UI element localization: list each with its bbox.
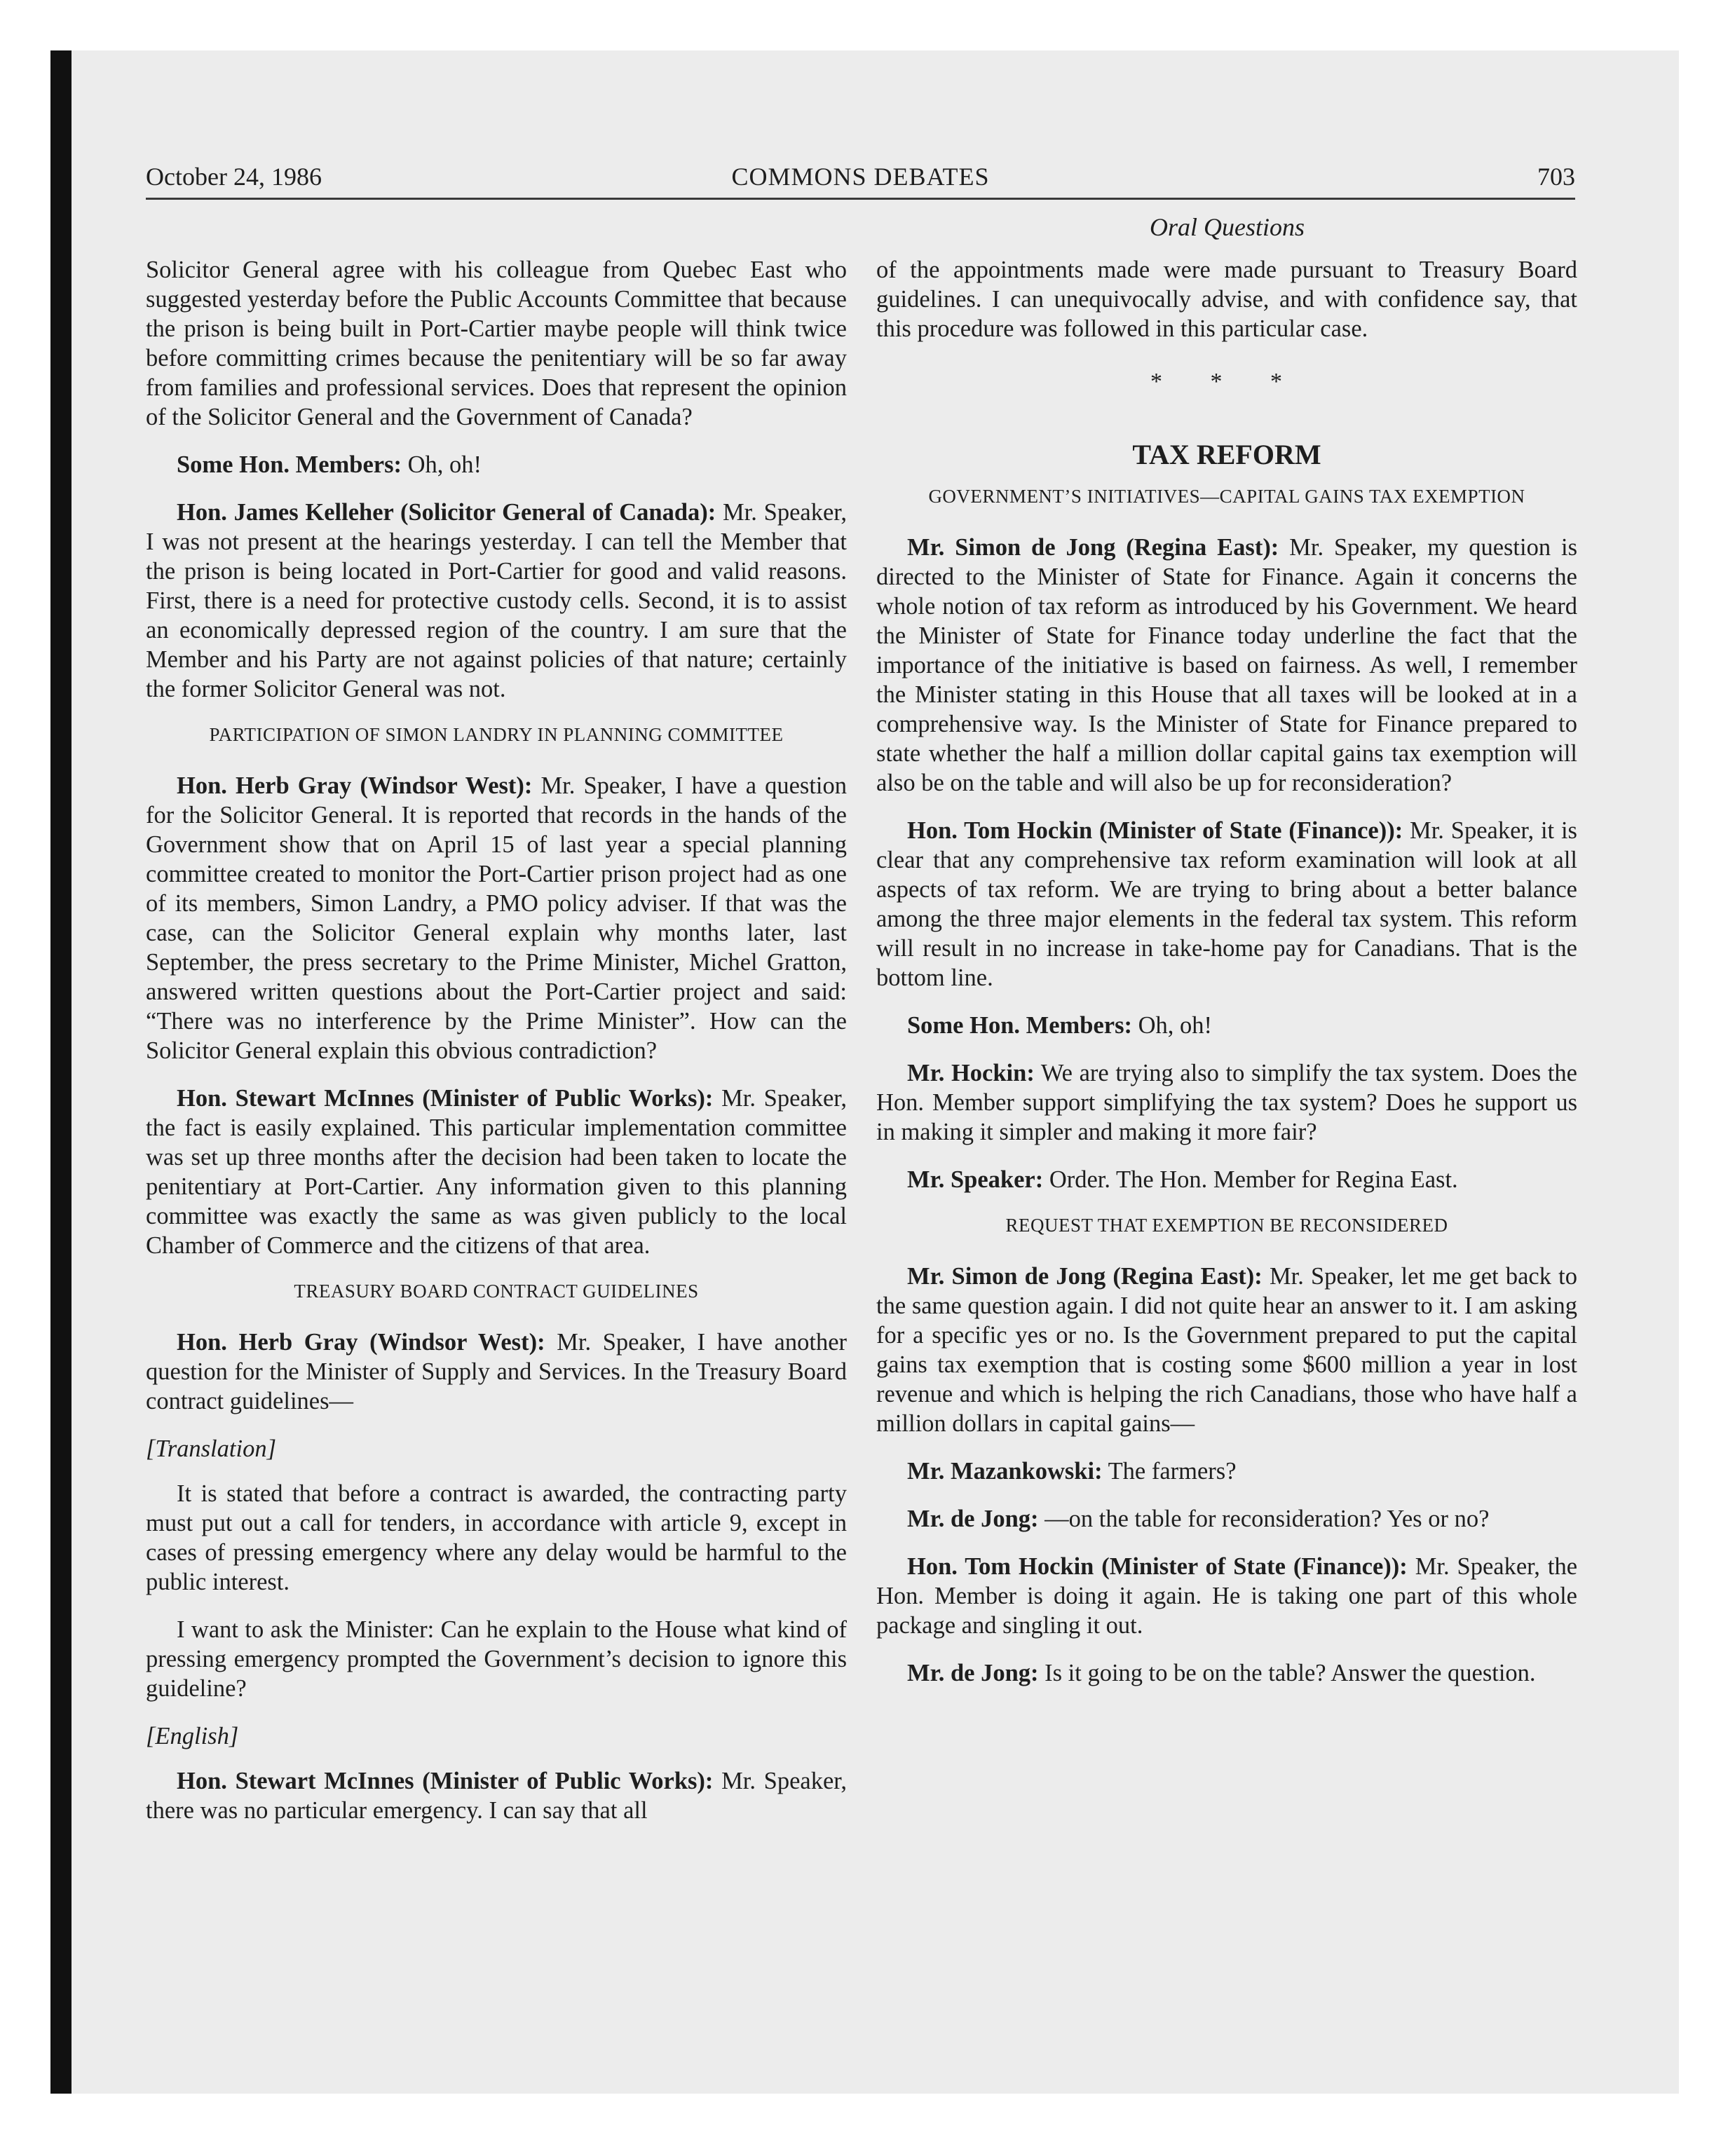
speaker-name: Hon. Herb Gray (Windsor West):	[177, 772, 533, 799]
section-title: Oral Questions	[1149, 213, 1305, 241]
speech-text: Oh, oh!	[407, 451, 482, 478]
speech-text: Order. The Hon. Member for Regina East.	[1049, 1166, 1458, 1193]
speech-text: Mr. Speaker, my question is directed to the Minister of State for Finance. Again it concerns the whole notion of tax reform as introduced by his Government. We heard the Minister of State for Finance today underline the fact that the importance of the initiative is based on fairness. As well, I remember the Minister stating in this House that all taxes will be looked at in a comprehensive way. Is the Minister of State for Finance prepared to state whether the half a million dollar capital gains tax exemption will also be on the table and will also be up for reconsideration?	[876, 534, 1578, 796]
speech-text: Mr. Speaker, let me get back to the same question again. I did not quite hear an answer to it. I am asking for a specific yes or no. Is the Government prepared to put the capital gains tax exemption that is costing some $600 million a year in lost revenue and which is helping the rich Canadians, those who have half a million dollars in capital gains—	[876, 1263, 1578, 1437]
speech-text: Is it going to be on the table? Answer the question.	[1045, 1660, 1536, 1686]
paragraph: It is stated that before a contract is awarded, the contracting party must put out a call for tenders, in accordance with article 9, except in cases of pressing emergency where any delay would be harmful to the public interest.	[146, 1480, 847, 1595]
topic-heading: TAX REFORM	[1132, 439, 1321, 470]
speech-text: Mr. Speaker, there was no particular emergency. I can say that all	[146, 1768, 848, 1824]
speech-text: Mr. Speaker, I have another question for the Minister of Supply and Services. In the Treasury Board contract guidelines—	[146, 1329, 847, 1414]
speech-text: —on the table for reconsideration? Yes or no?	[1045, 1506, 1490, 1532]
header-title: COMMONS DEBATES	[731, 163, 990, 191]
speech-text: Mr. Speaker, the Hon. Member is doing it again. He is taking one part of this whole package and singling it out.	[876, 1553, 1578, 1639]
header-date: October 24, 1986	[146, 163, 322, 191]
speaker-name: Hon. James Kelleher (Solicitor General of Canada):	[177, 499, 716, 526]
left-column	[146, 255, 847, 1843]
paragraph: Solicitor General agree with his colleague from Quebec East who suggested yesterday before the Public Accounts Committee that because the prison is being built in Port-Cartier maybe people will think twice before committing crimes because the penitentiary will be so far away from families and professional services. Does that represent the opinion of the Solicitor General and the Government of Canada?	[146, 257, 847, 430]
speech-text: Oh, oh!	[1138, 1012, 1213, 1039]
paragraph	[146, 1766, 847, 1825]
paragraph	[146, 498, 847, 704]
speech-text: The farmers?	[1108, 1458, 1237, 1485]
paragraph	[146, 1328, 847, 1416]
speaker-name: Some Hon. Members:	[907, 1012, 1132, 1039]
subheading: REQUEST THAT EXEMPTION BE RECONSIDERED	[1005, 1215, 1448, 1236]
speech-text: We are trying also to simplify the tax system. Does the Hon. Member support simplifying the tax system? Does he support us in making it simpler and making it more fair?	[876, 1060, 1577, 1145]
paragraph	[146, 1084, 847, 1260]
speaker-name: Hon. Herb Gray (Windsor West):	[177, 1329, 545, 1356]
speaker-name: Mr. de Jong:	[907, 1506, 1039, 1532]
paragraph: I want to ask the Minister: Can he explain to the House what kind of pressing emergency prompted the Government’s decision to ignore this guideline?	[146, 1616, 847, 1702]
language-tag: [English]	[146, 1723, 239, 1749]
paragraph	[876, 533, 1577, 798]
paragraph	[876, 816, 1577, 992]
speaker-name: Mr. Hockin:	[907, 1060, 1035, 1086]
paragraph	[876, 1552, 1577, 1640]
paragraph	[876, 1456, 1577, 1486]
speaker-name: Hon. Tom Hockin (Minister of State (Finance)):	[907, 1553, 1408, 1580]
speaker-name: Mr. Simon de Jong (Regina East):	[907, 1263, 1263, 1290]
speaker-name: Mr. de Jong:	[907, 1660, 1039, 1686]
section-divider-stars: * * *	[1150, 369, 1303, 395]
speaker-name: Hon. Stewart McInnes (Minister of Public Works):	[177, 1085, 714, 1112]
paragraph	[876, 1262, 1577, 1438]
speaker-name: Mr. Mazankowski:	[907, 1458, 1103, 1485]
subheading: GOVERNMENT’S INITIATIVES—CAPITAL GAINS TAX EXEMPTION	[928, 486, 1525, 507]
speech-text: Mr. Speaker, it is clear that any comprehensive tax reform examination will look at all aspects of tax reform. We are trying to bring about a better balance among the three major elements in the federal tax system. This reform will result in no increase in take-home pay for Canadians. That is the bottom line.	[876, 817, 1577, 991]
speaker-name: Mr. Speaker:	[907, 1166, 1044, 1193]
speech-text: Mr. Speaker, the fact is easily explained. This particular implementation committee was set up three months after the decision had been taken to locate the penitentiary at Port-Cartier. Any information given to this planning committee was exactly the same as was given publicly to the local Chamber of Commerce and the citizens of that area.	[146, 1085, 848, 1259]
subheading: PARTICIPATION OF SIMON LANDRY IN PLANNING COMMITTEE	[209, 724, 784, 745]
subheading: TREASURY BOARD CONTRACT GUIDELINES	[294, 1281, 699, 1302]
speaker-name: Some Hon. Members:	[177, 451, 402, 478]
language-tag: [Translation]	[146, 1435, 276, 1462]
scan-edge	[50, 50, 72, 2094]
paragraph	[876, 1504, 1577, 1534]
paragraph: of the appointments made were made pursuant to Treasury Board guidelines. I can unequivocally advise, and with confidence say, that this procedure was followed in this particular case.	[876, 257, 1577, 342]
paragraph	[876, 1058, 1577, 1147]
speaker-name: Mr. Simon de Jong (Regina East):	[907, 534, 1279, 561]
right-column	[876, 255, 1577, 1706]
paragraph	[876, 1011, 1577, 1040]
speaker-name: Hon. Tom Hockin (Minister of State (Finance)):	[907, 817, 1403, 844]
speaker-name: Hon. Stewart McInnes (Minister of Public Works):	[177, 1768, 714, 1794]
paragraph	[876, 1165, 1577, 1194]
page-number: 703	[1537, 163, 1575, 191]
paragraph	[876, 1658, 1577, 1688]
paragraph	[146, 450, 847, 479]
speech-text: Mr. Speaker, I was not present at the hearings yesterday. I can tell the Member that the prison is being located in Port-Cartier for good and valid reasons. First, there is a need for protective custody cells. Second, it is to assist an economically depressed region of the country. I am sure that the Member and his Party are not against policies of that nature; certainly the former Solicitor General was not.	[146, 499, 848, 702]
paragraph	[146, 771, 847, 1065]
speech-text: Mr. Speaker, I have a question for the Solicitor General. It is reported that records in the hands of the Government show that on April 15 of last year a special planning committee created to monitor the Port-Cartier prison project had as one of its members, Simon Landry, a PMO policy adviser. If that was the case, can the Solicitor General explain why months later, last September, the press secretary to the Prime Minister, Michel Gratton, answered written questions about the Port-Cartier project and said: “There was no interference by the Prime Minister”. How can the Solicitor General explain this obvious contradiction?	[146, 772, 848, 1064]
page-header	[146, 156, 1575, 200]
